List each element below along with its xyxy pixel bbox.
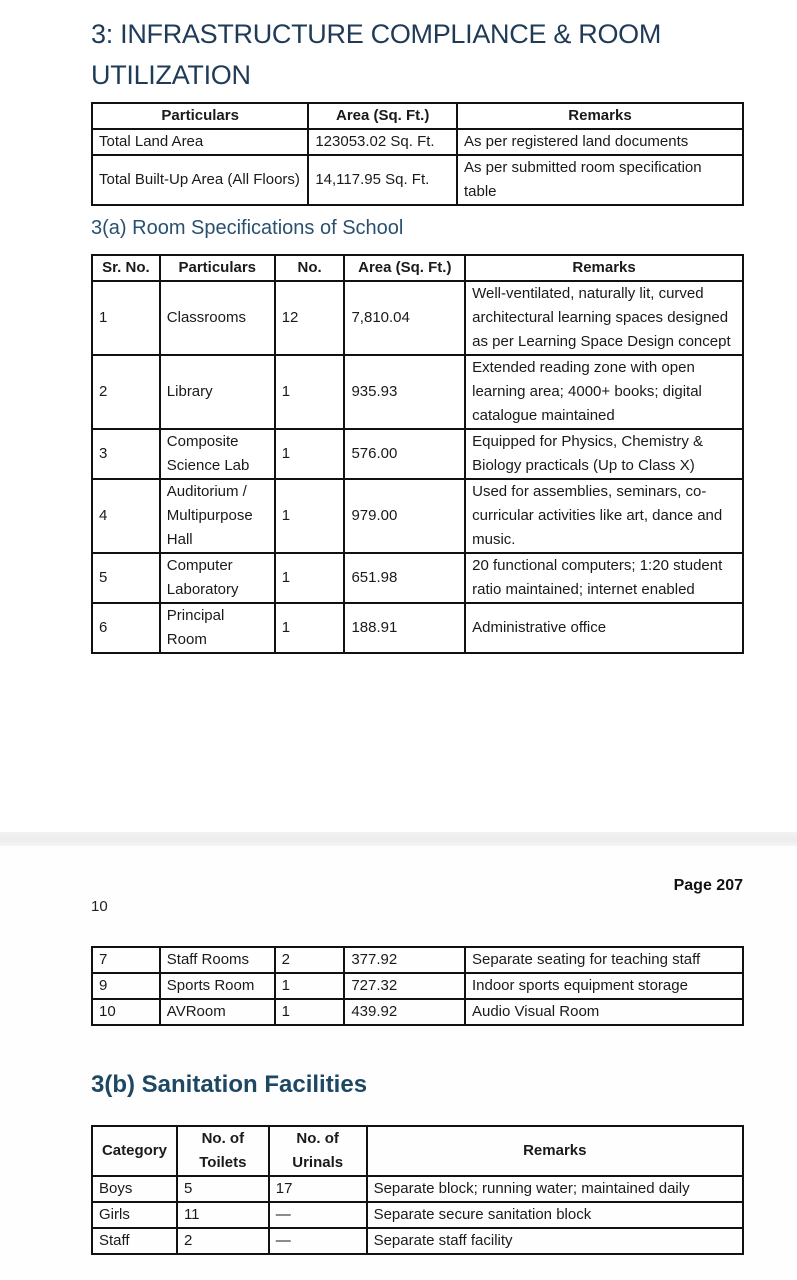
cell-sr-no: 4 bbox=[92, 479, 160, 553]
table-row bbox=[92, 553, 743, 603]
cell-toilets: 2 bbox=[177, 1228, 269, 1254]
cell-particulars: Principal Room bbox=[160, 603, 275, 653]
cell-toilets: 5 bbox=[177, 1176, 269, 1202]
table-row bbox=[92, 947, 743, 973]
cell-particulars: Classrooms bbox=[160, 281, 275, 355]
cell-remarks: 20 functional computers; 1:20 student ratio maintained; internet enabled bbox=[465, 553, 743, 603]
room-specifications-heading: 3(a) Room Specifications of School bbox=[91, 217, 404, 239]
table-header-row bbox=[92, 1126, 743, 1176]
table-header-row bbox=[92, 255, 743, 281]
table-row bbox=[92, 355, 743, 429]
cell-sr-no: 7 bbox=[92, 947, 160, 973]
column-header: Category bbox=[92, 1126, 177, 1176]
cell-remarks: Indoor sports equipment storage bbox=[465, 973, 743, 999]
cell-remarks: As per submitted room specification table bbox=[457, 155, 743, 205]
cell-area: 377.92 bbox=[344, 947, 465, 973]
cell-toilets: 11 bbox=[177, 1202, 269, 1228]
cell-particulars: Total Built-Up Area (All Floors) bbox=[92, 155, 308, 205]
cell-category: Boys bbox=[92, 1176, 177, 1202]
page-header-number: 10 bbox=[91, 898, 108, 915]
cell-area: 14,117.95 Sq. Ft. bbox=[308, 155, 457, 205]
cell-remarks: Separate block; running water; maintained daily bbox=[367, 1176, 743, 1202]
cell-remarks: Administrative office bbox=[465, 603, 743, 653]
cell-urinals: — bbox=[269, 1202, 367, 1228]
cell-count: 1 bbox=[275, 973, 345, 999]
cell-category: Girls bbox=[92, 1202, 177, 1228]
cell-count: 12 bbox=[275, 281, 345, 355]
sanitation-heading: 3(b) Sanitation Facilities bbox=[91, 1071, 368, 1098]
cell-area: 979.00 bbox=[344, 479, 465, 553]
cell-area: 727.32 bbox=[344, 973, 465, 999]
table-row bbox=[92, 973, 743, 999]
table-row bbox=[92, 1202, 743, 1228]
sanitation-table bbox=[91, 1125, 744, 1255]
cell-sr-no: 9 bbox=[92, 973, 160, 999]
table-row bbox=[92, 281, 743, 355]
cell-remarks: Extended reading zone with open learning area; 4000+ books; digital catalogue maintained bbox=[465, 355, 743, 429]
table-row bbox=[92, 129, 743, 155]
cell-area: 651.98 bbox=[344, 553, 465, 603]
table-row bbox=[92, 603, 743, 653]
cell-urinals: 17 bbox=[269, 1176, 367, 1202]
table-row bbox=[92, 999, 743, 1025]
column-header: Particulars bbox=[92, 103, 308, 129]
cell-sr-no: 2 bbox=[92, 355, 160, 429]
cell-remarks: Used for assemblies, seminars, co-curricular activities like art, dance and music. bbox=[465, 479, 743, 553]
cell-remarks: As per registered land documents bbox=[457, 129, 743, 155]
cell-particulars: Auditorium / Multipurpose Hall bbox=[160, 479, 275, 553]
cell-count: 1 bbox=[275, 553, 345, 603]
cell-sr-no: 5 bbox=[92, 553, 160, 603]
cell-area: 7,810.04 bbox=[344, 281, 465, 355]
cell-remarks: Separate secure sanitation block bbox=[367, 1202, 743, 1228]
room-specifications-table bbox=[91, 254, 744, 654]
table-row bbox=[92, 479, 743, 553]
cell-area: 935.93 bbox=[344, 355, 465, 429]
cell-sr-no: 3 bbox=[92, 429, 160, 479]
cell-remarks: Well-ventilated, naturally lit, curved architectural learning spaces designed as per Learning Space Design concept bbox=[465, 281, 743, 355]
cell-particulars: Computer Laboratory bbox=[160, 553, 275, 603]
cell-area: 439.92 bbox=[344, 999, 465, 1025]
cell-remarks: Separate seating for teaching staff bbox=[465, 947, 743, 973]
column-header: No. of Urinals bbox=[269, 1126, 367, 1176]
cell-count: 1 bbox=[275, 479, 345, 553]
page-separator bbox=[0, 832, 797, 846]
cell-particulars: Total Land Area bbox=[92, 129, 308, 155]
column-header: No. of Toilets bbox=[177, 1126, 269, 1176]
page-number: Page 207 bbox=[673, 877, 743, 894]
column-header: Area (Sq. Ft.) bbox=[344, 255, 465, 281]
table-row bbox=[92, 429, 743, 479]
cell-remarks: Equipped for Physics, Chemistry & Biology practicals (Up to Class X) bbox=[465, 429, 743, 479]
cell-count: 2 bbox=[275, 947, 345, 973]
table-row bbox=[92, 1228, 743, 1254]
cell-remarks: Audio Visual Room bbox=[465, 999, 743, 1025]
column-header: Particulars bbox=[160, 255, 275, 281]
cell-sr-no: 10 bbox=[92, 999, 160, 1025]
cell-particulars: Staff Rooms bbox=[160, 947, 275, 973]
cell-count: 1 bbox=[275, 355, 345, 429]
cell-count: 1 bbox=[275, 429, 345, 479]
cell-particulars: Composite Science Lab bbox=[160, 429, 275, 479]
column-header: Remarks bbox=[457, 103, 743, 129]
cell-particulars: Sports Room bbox=[160, 973, 275, 999]
room-specifications-table-continued bbox=[91, 946, 744, 1026]
cell-count: 1 bbox=[275, 999, 345, 1025]
cell-sr-no: 1 bbox=[92, 281, 160, 355]
column-header: Sr. No. bbox=[92, 255, 160, 281]
table-row bbox=[92, 1176, 743, 1202]
section-title: 3: INFRASTRUCTURE COMPLIANCE & ROOM UTILIZATION bbox=[91, 19, 662, 90]
cell-particulars: Library bbox=[160, 355, 275, 429]
cell-count: 1 bbox=[275, 603, 345, 653]
cell-particulars: AVRoom bbox=[160, 999, 275, 1025]
column-header: Remarks bbox=[465, 255, 743, 281]
cell-urinals: — bbox=[269, 1228, 367, 1254]
table-header-row bbox=[92, 103, 743, 129]
column-header: No. bbox=[275, 255, 345, 281]
cell-category: Staff bbox=[92, 1228, 177, 1254]
cell-remarks: Separate staff facility bbox=[367, 1228, 743, 1254]
land-area-table bbox=[91, 102, 744, 206]
column-header: Remarks bbox=[367, 1126, 743, 1176]
table-row bbox=[92, 155, 743, 205]
cell-sr-no: 6 bbox=[92, 603, 160, 653]
cell-area: 576.00 bbox=[344, 429, 465, 479]
column-header: Area (Sq. Ft.) bbox=[308, 103, 457, 129]
cell-area: 188.91 bbox=[344, 603, 465, 653]
cell-area: 123053.02 Sq. Ft. bbox=[308, 129, 457, 155]
